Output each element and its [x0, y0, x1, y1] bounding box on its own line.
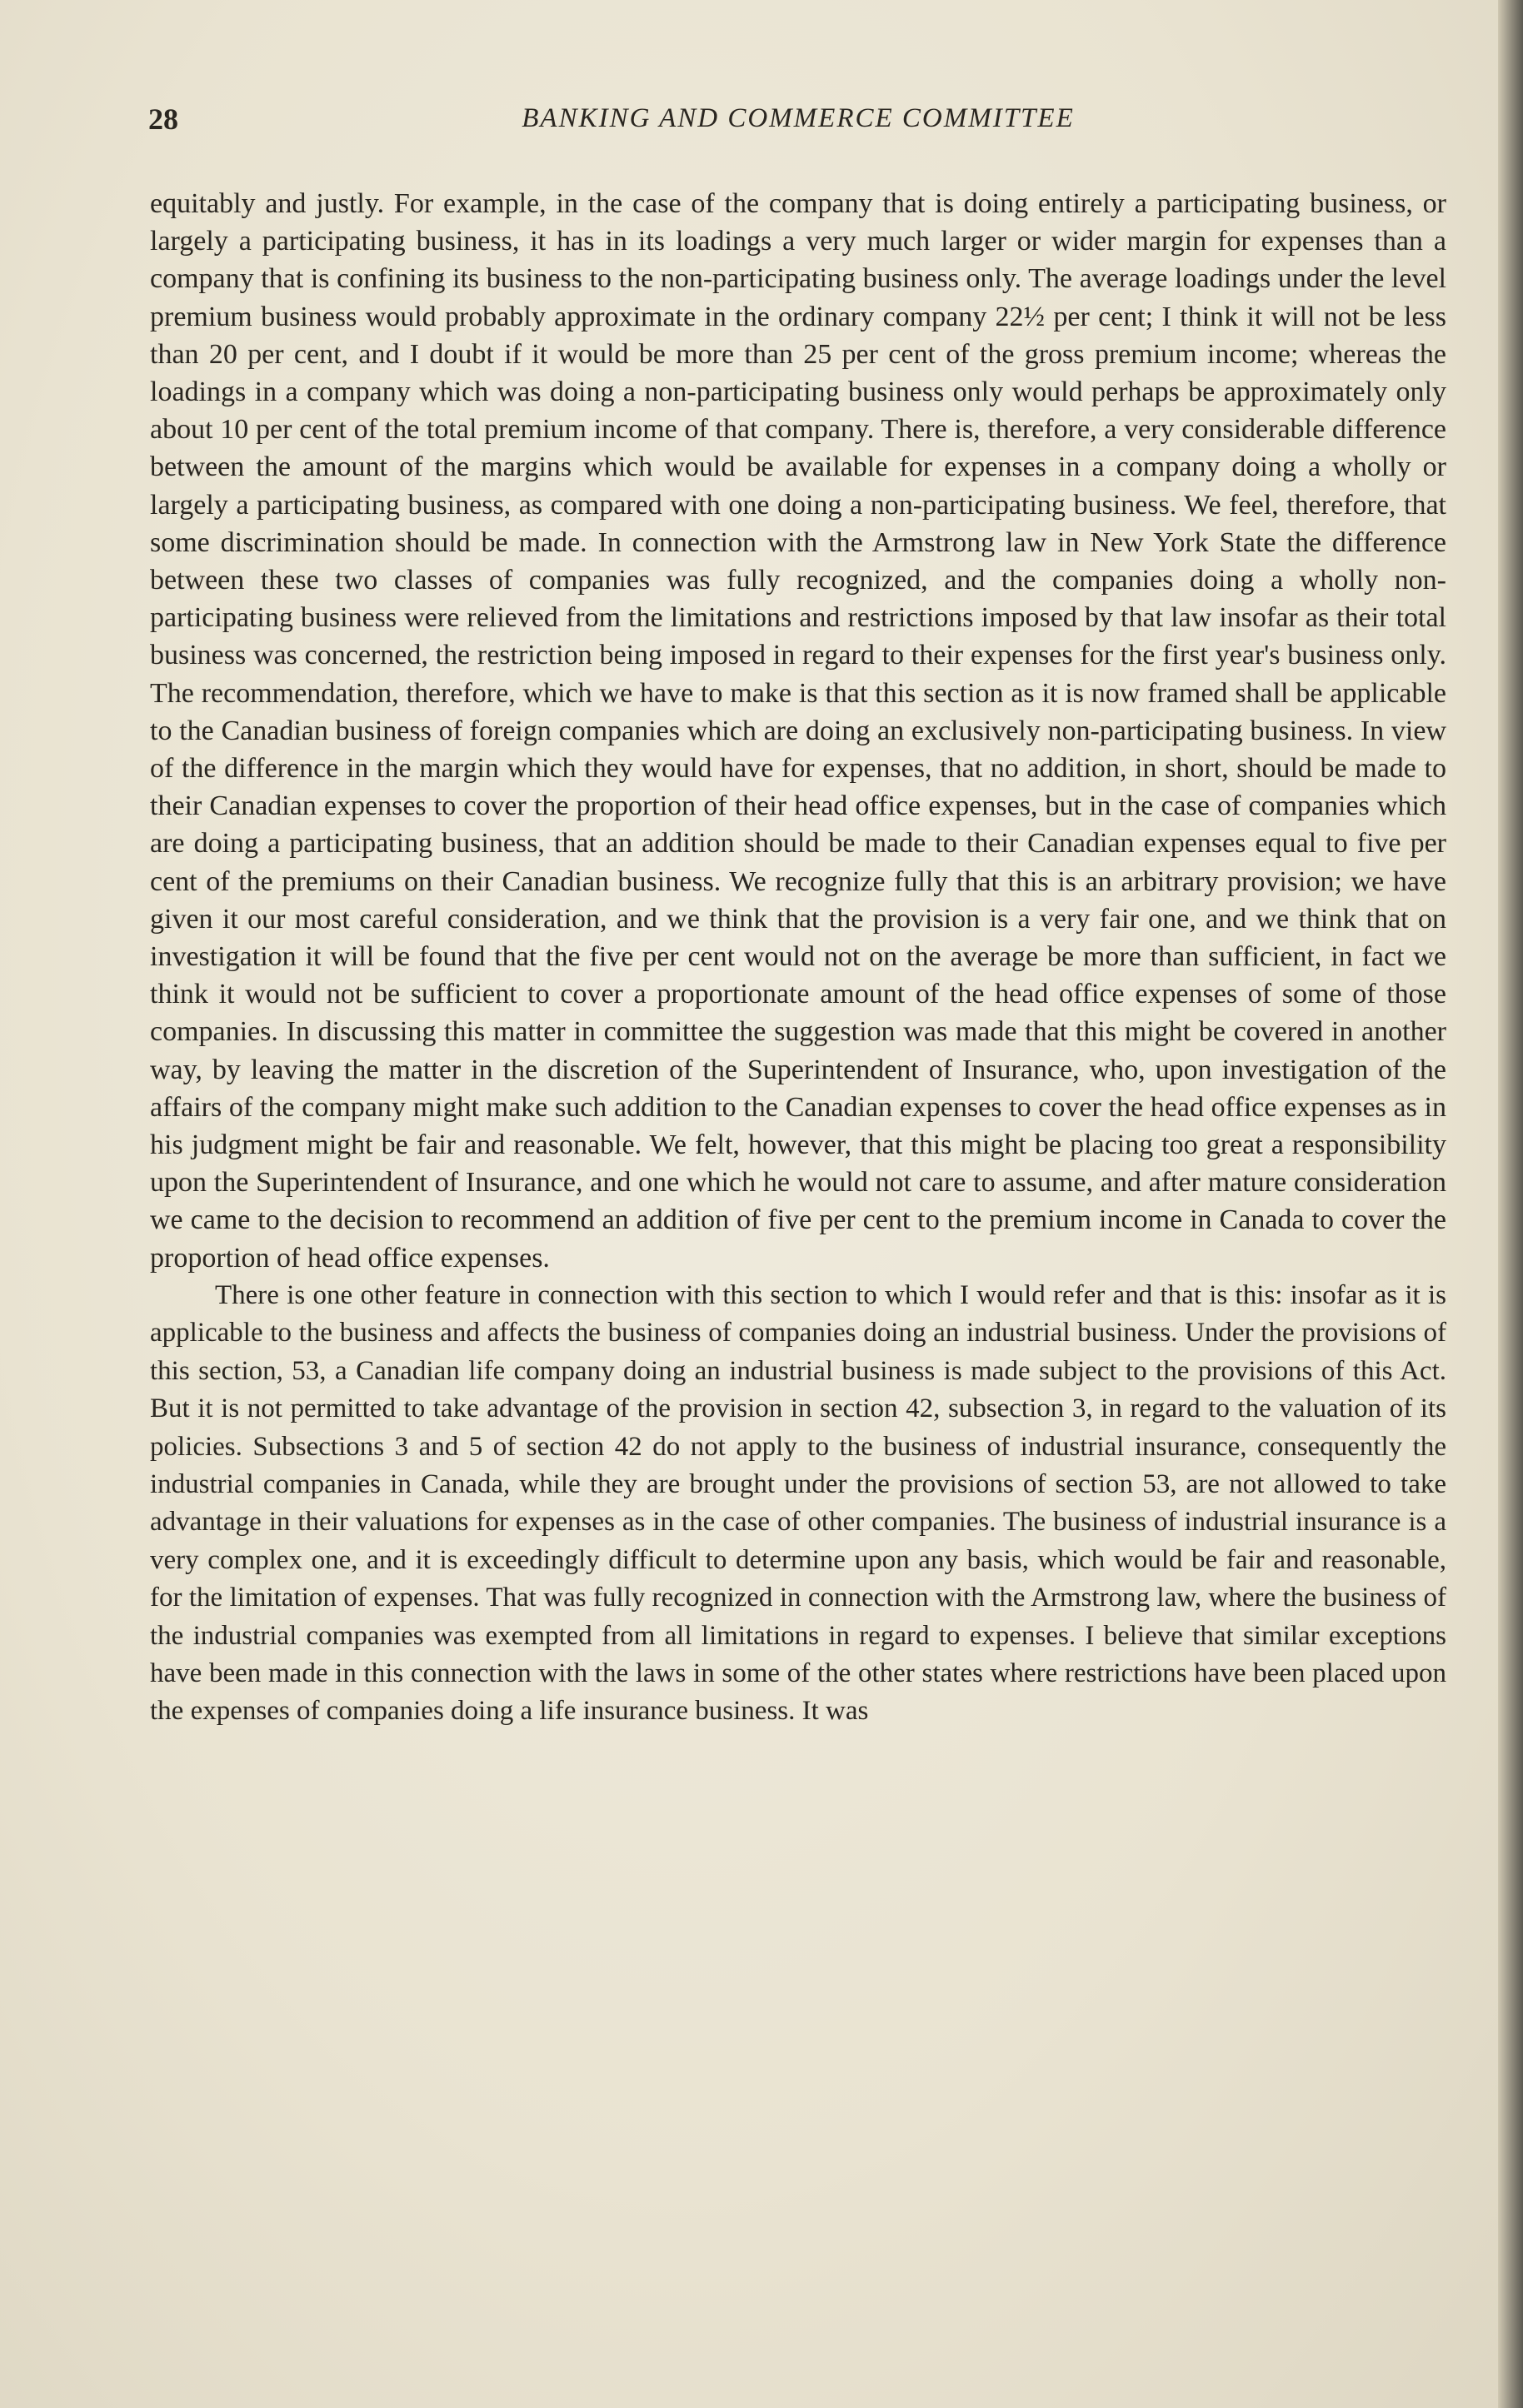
page-edge-shadow	[1498, 0, 1523, 2408]
page-header	[148, 102, 1448, 152]
body-text	[150, 185, 1446, 1731]
paragraph-2: There is one other feature in connection with this section to which I would refer and that is this: insofar as it is applicable to the business and affects the business of companies doing an industrial business. Under the provisions of this section, 53, a Canadian life company doing an industrial business is made subject to the provisions of this Act. But it is not permitted to take advantage of the provision in section 42, subsection 3, in regard to the valuation of its policies. Subsections 3 and 5 of section 42 do not apply to the business of industrial insurance, consequently the industrial companies in Canada, while they are brought under the provisions of section 53, are not allowed to take advantage in their valuations for expenses as in the case of other companies. The business of industrial insurance is a very complex one, and it is exceedingly difficult to determine upon any basis, which would be fair and reasonable, for the limitation of expenses. That was fully recognized in connection with the Armstrong law, where the business of the industrial companies was exempted from all limitations in regard to expenses. I believe that similar exceptions have been made in this connection with the laws in some of the other states where restrictions have been placed upon the expenses of companies doing a life insurance business. It was	[150, 1279, 1446, 1727]
running-head: BANKING AND COMMERCE COMMITTEE	[522, 103, 1075, 133]
page-number: 28	[148, 102, 178, 136]
paragraph-1: equitably and justly. For example, in the case of the company that is doing entirely a participating business, or largely a participating business, it has in its loadings a very much larger or wider margin for expenses than a company that is confining its business to the non-participating business only. The average loadings under the level premium business would probably approximate in the ordinary company 22½ per cent; I think it will not be less than 20 per cent, and I doubt if it would be more than 25 per cent of the gross premium income; whereas the loadings in a company which was doing a non-participating business only would perhaps be approximately only about 10 per cent of the total premium income of that company. There is, therefore, a very considerable difference between the amount of the margins which would be available for expenses in a company doing a wholly or largely a participating business, as compared with one doing a non-participating business. We feel, therefore, that some discrimination should be made. In connection with the Armstrong law in New York State the difference between these two classes of companies was fully recognized, and the companies doing a wholly non-participating business were relieved from the limitations and restrictions imposed by that law insofar as their total business was concerned, the restriction being imposed in regard to their expenses for the first year's business only. The recommendation, therefore, which we have to make is that this section as it is now framed shall be applicable to the Canadian business of foreign companies which are doing an exclusively non-participating business. In view of the difference in the margin which they would have for expenses, that no addition, in short, should be made to their Canadian expenses to cover the proportion of their head office expenses, but in the case of companies which are doing a participating business, that an addition should be made to their Canadian expenses equal to five per cent of the premiums on their Canadian business. We recognize fully that this is an arbitrary provision; we have given it our most careful consideration, and we think that the provision is a very fair one, and we think that on investigation it will be found that the five per cent would not on the average be more than sufficient, in fact we think it would not be sufficient to cover a proportionate amount of the head office expenses of some of those companies. In discussing this matter in committee the suggestion was made that this might be covered in another way, by leaving the matter in the discretion of the Superintendent of Insurance, who, upon investigation of the affairs of the company might make such addition to the Canadian expenses to cover the head office expenses as in his judgment might be fair and reasonable. We felt, however, that this might be placing too great a responsibility upon the Superintendent of Insurance, and one which he would not care to assume, and after mature consideration we came to the decision to recommend an addition of five per cent to the premium income in Canada to cover the proportion of head office expenses.	[150, 188, 1446, 1274]
